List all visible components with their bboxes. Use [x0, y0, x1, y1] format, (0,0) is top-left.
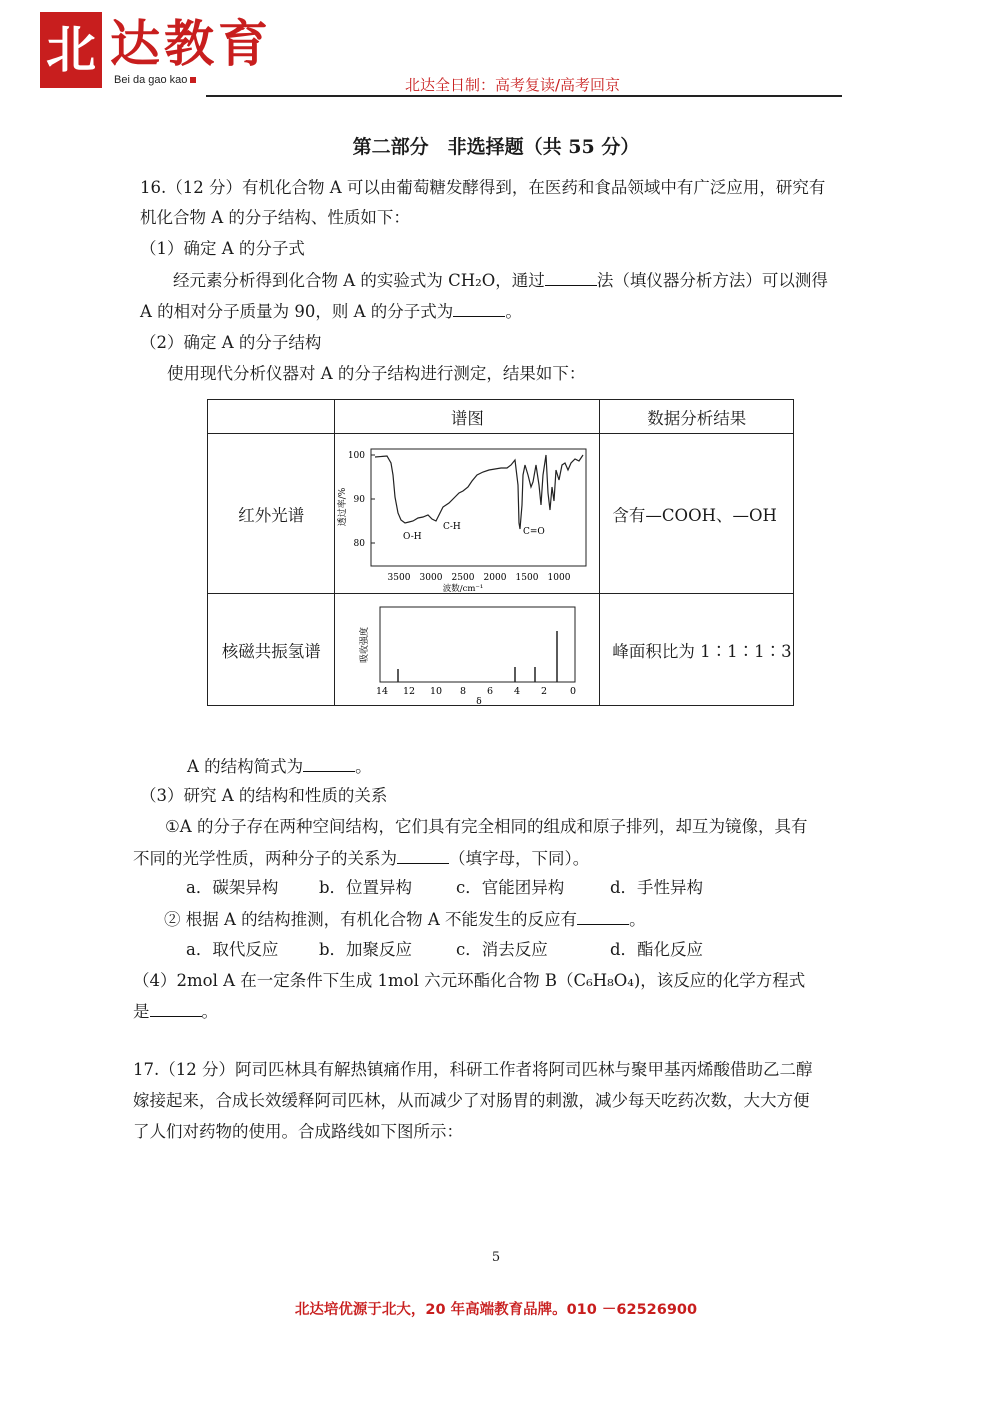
answer-blank[interactable] — [453, 299, 505, 317]
option-a: a．取代反应 — [186, 940, 279, 959]
ir-xtick: 3500 — [387, 572, 411, 583]
ir-annotation: O-H — [403, 531, 423, 542]
q16-part2-title: （2）确定 A 的分子结构 — [140, 333, 322, 352]
table-header-spectrum: 谱图 — [335, 400, 600, 434]
row-ir-result: 含有—COOH、—OH — [600, 434, 794, 594]
footer-text: 北达培优源于北大，20 年高端教育品牌。010 －62526900 — [294, 1302, 698, 1318]
nmr-xtick: 6 — [487, 685, 494, 697]
nmr-spectrum-cell — [335, 594, 600, 706]
ir-ylabel: 透过率/% — [338, 487, 349, 526]
ir-xtick: 3000 — [419, 572, 443, 583]
answer-blank[interactable] — [397, 846, 449, 864]
ir-spectrum-line — [375, 455, 583, 529]
nmr-xtick: 10 — [430, 685, 443, 697]
q16-options-2 — [186, 938, 703, 962]
q16-structure-line: A 的结构简式为 。 — [187, 754, 372, 779]
ir-xtick: 2000 — [483, 572, 507, 583]
q16-part1-title: （1）确定 A 的分子式 — [140, 239, 305, 258]
ir-xtick: 1000 — [547, 572, 571, 583]
ir-spectrum-cell — [335, 434, 600, 594]
q17-line3: 了人们对药物的使用。合成路线如下图所示： — [133, 1122, 463, 1141]
ir-spectrum-chart — [335, 435, 598, 593]
nmr-xtick: 8 — [460, 685, 467, 697]
ir-xlabel: 波数/cm⁻¹ — [443, 583, 484, 593]
header-slogan: 北达全日制：高考复读/高考回京 — [405, 76, 621, 94]
q16-part3-line3: ② 根据 A 的结构推测，有机化合物 A 不能发生的反应有 。 — [164, 907, 646, 932]
ir-xtick: 1500 — [515, 572, 539, 583]
ir-ytick: 90 — [353, 494, 366, 505]
option-c: c．官能团异构 — [456, 878, 565, 897]
nmr-xtick: 4 — [514, 685, 521, 697]
q16-part3-title: （3）研究 A 的结构和性质的关系 — [140, 786, 388, 805]
q16-part3-line1: ①A 的分子存在两种空间结构，它们具有完全相同的组成和原子排列，却互为镜像，具有 — [165, 817, 808, 836]
option-b: b．加聚反应 — [319, 940, 413, 959]
nmr-xtick: 2 — [541, 685, 548, 697]
page-number: 5 — [491, 1250, 501, 1265]
answer-blank[interactable] — [577, 907, 629, 925]
q16-part1-line1: 经元素分析得到化合物 A 的实验式为 CH₂O，通过 法（填仪器分析方法）可以测得 — [173, 268, 828, 293]
nmr-xtick: 12 — [403, 685, 416, 697]
logo-mark: 北 — [40, 12, 102, 88]
part-title: 第二部分 非选择题（共 55 分） — [352, 136, 640, 158]
option-c: c．消去反应 — [456, 940, 548, 959]
q16-intro-line2: 机化合物 A 的分子结构、性质如下： — [140, 208, 410, 227]
ir-ytick: 100 — [348, 450, 366, 461]
ir-annotation: C=O — [523, 526, 546, 537]
q17-line1: 17.（12 分）阿司匹林具有解热镇痛作用，科研工作者将阿司匹林与聚甲基丙烯酸借助乙二醇 — [133, 1060, 813, 1079]
row-nmr-name: 核磁共振氢谱 — [208, 594, 335, 706]
q16-part3-line2: 不同的光学性质，两种分子的关系为 （填字母，下同）。 — [133, 846, 589, 871]
ir-xtick: 2500 — [451, 572, 475, 583]
answer-blank[interactable] — [150, 999, 202, 1017]
option-d: d．酯化反应 — [610, 940, 704, 959]
nmr-xlabel: δ — [476, 696, 483, 705]
q17-line2: 嫁接起来，合成长效缓释阿司匹林，从而减少了对肠胃的刺激，减少每天吃药次数，大大方便 — [133, 1091, 810, 1110]
spectrum-table — [207, 399, 794, 706]
logo-subtitle: Bei da gao kao — [114, 74, 196, 86]
header-divider — [206, 95, 842, 97]
row-ir-name: 红外光谱 — [208, 434, 335, 594]
option-a: a．碳架异构 — [186, 878, 279, 897]
nmr-ylabel: 吸收强度 — [360, 626, 371, 663]
q16-part2-line1: 使用现代分析仪器对 A 的分子结构进行测定，结果如下： — [167, 364, 586, 383]
answer-blank[interactable] — [303, 754, 355, 772]
nmr-xtick: 14 — [376, 685, 389, 697]
table-header-result: 数据分析结果 — [600, 400, 794, 434]
ir-annotation: C-H — [443, 521, 462, 532]
row-nmr-result: 峰面积比为 1∶1∶1∶3 — [600, 594, 794, 706]
answer-blank[interactable] — [545, 268, 597, 286]
q16-options-1 — [186, 876, 703, 900]
logo-text: 达教育 — [110, 14, 272, 73]
nmr-spectrum-chart — [335, 595, 598, 705]
option-b: b．位置异构 — [319, 878, 413, 897]
ir-ytick: 80 — [353, 538, 366, 549]
q16-part4-line1: （4）2mol A 在一定条件下生成 1mol 六元环酯化合物 B（C₆H₈O₄)，该反应的化学方程式 — [133, 971, 806, 990]
q16-part1-line2: A 的相对分子质量为 90，则 A 的分子式为 。 — [140, 299, 522, 324]
q16-part4-line2: 是 。 — [133, 999, 218, 1024]
option-d: d．手性异构 — [610, 878, 704, 897]
nmr-xtick: 0 — [570, 685, 577, 697]
q16-intro-line1: 16.（12 分）有机化合物 A 可以由葡萄糖发酵得到，在医药和食品领域中有广泛应用，研究有 — [140, 178, 826, 197]
table-header-empty — [208, 400, 335, 434]
